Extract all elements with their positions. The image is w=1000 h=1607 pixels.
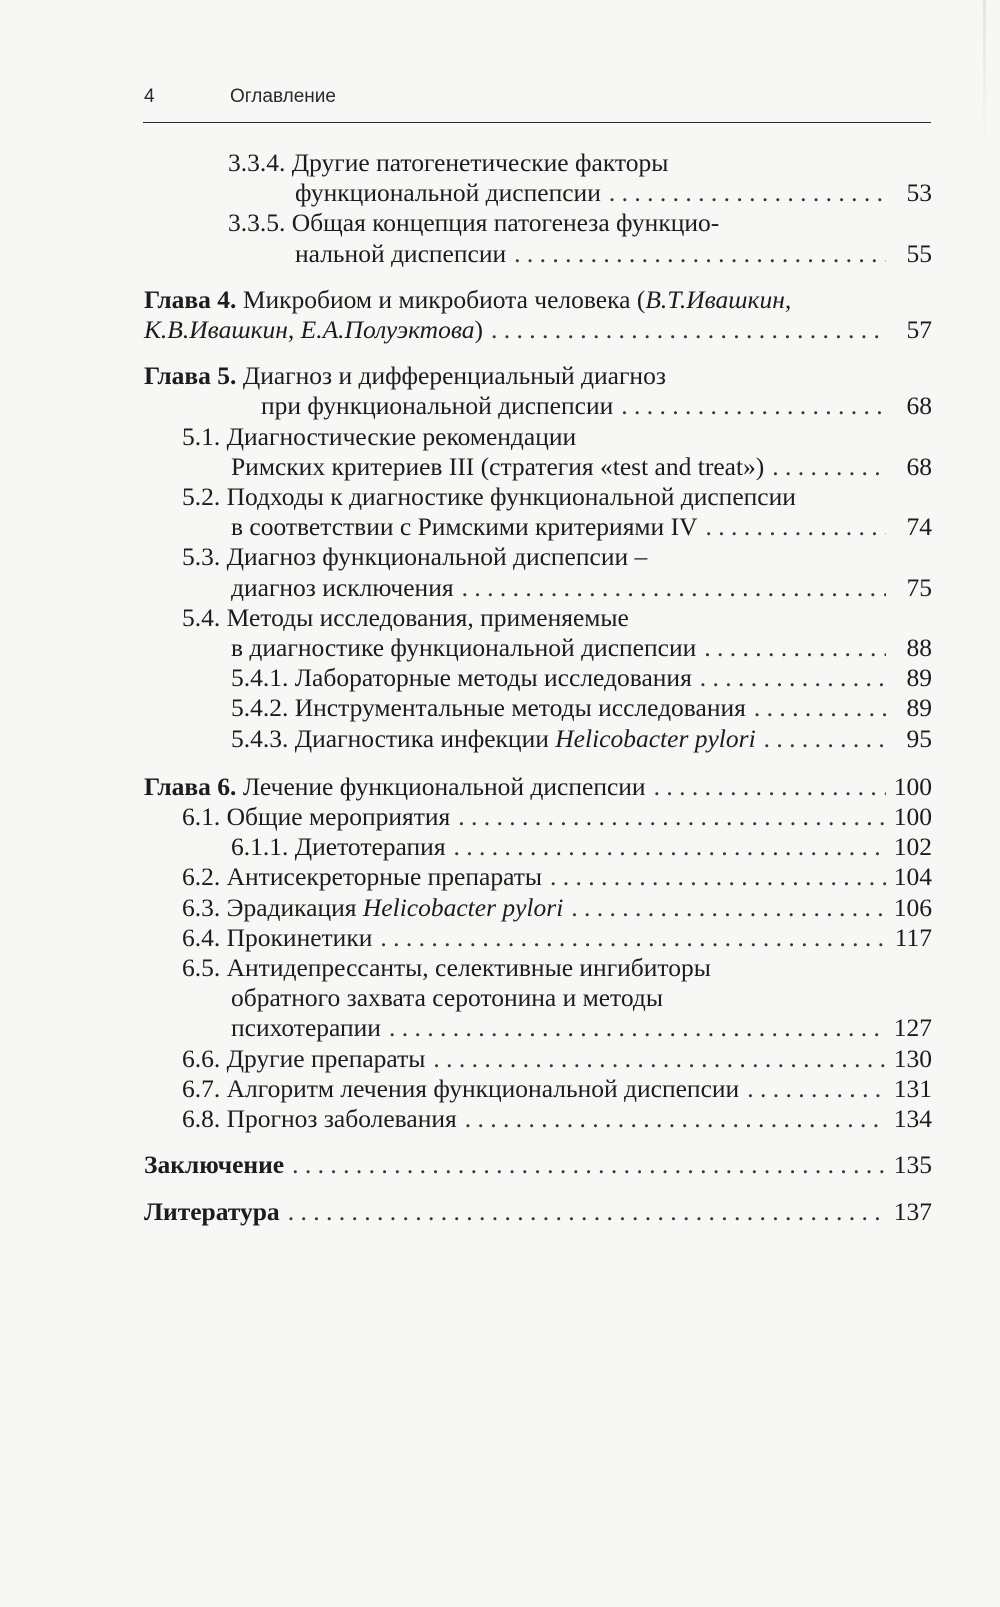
page-ref: 68 bbox=[906, 451, 932, 481]
page-number: 4 bbox=[144, 86, 155, 107]
page-ref: 102 bbox=[893, 832, 932, 862]
page-ref: 95 bbox=[906, 723, 932, 753]
entry-number: 6.7. bbox=[182, 1073, 221, 1103]
entry-number: 6.4. bbox=[182, 922, 221, 952]
entry-title-cont: в диагностике функциональной диспепсии bbox=[231, 633, 697, 663]
toc-entry-5-2[interactable] bbox=[144, 482, 932, 542]
dot-leader bbox=[462, 573, 886, 603]
entry-title-cont: функциональной диспепсии bbox=[295, 178, 601, 208]
entry-title: Диагностические рекомендации bbox=[226, 421, 577, 451]
toc-conclusion[interactable] bbox=[144, 1150, 932, 1180]
chapter-authors-cont: К.В.Ивашкин, Е.А.Полуэктова bbox=[144, 315, 475, 345]
table-of-contents bbox=[144, 148, 932, 1227]
chapter-title-close: ) bbox=[474, 315, 483, 345]
entry-title: Эрадикация bbox=[226, 892, 357, 922]
chapter-title: Диагноз и дифференциальный диагноз bbox=[242, 361, 666, 391]
chapter-title-cont: при функциональной диспепсии bbox=[261, 391, 614, 421]
dot-leader bbox=[389, 1013, 886, 1043]
page-ref: 53 bbox=[906, 178, 932, 208]
chapter-title: Лечение функциональной диспепсии bbox=[242, 771, 646, 801]
entry-number: 6.2. bbox=[182, 862, 221, 892]
dot-leader bbox=[458, 802, 886, 832]
dot-leader bbox=[654, 772, 886, 802]
entry-title: Методы исследования, применяемые bbox=[226, 602, 629, 632]
page-ref: 117 bbox=[894, 922, 932, 952]
dot-leader bbox=[288, 1197, 886, 1227]
page-ref: 55 bbox=[906, 238, 932, 268]
page-ref: 106 bbox=[893, 892, 932, 922]
dot-leader bbox=[609, 178, 886, 208]
entry-title-italic: Helicobacter pylori bbox=[362, 892, 564, 922]
toc-entry-5-1[interactable] bbox=[144, 422, 932, 482]
page-ref: 89 bbox=[906, 693, 932, 723]
dot-leader bbox=[571, 893, 886, 923]
toc-entry-6-1-1[interactable] bbox=[144, 832, 932, 862]
page-ref: 68 bbox=[906, 391, 932, 421]
entry-number: 5.2. bbox=[182, 482, 221, 512]
toc-entry-5-4-3[interactable] bbox=[144, 724, 932, 754]
section-title: Литература bbox=[144, 1196, 280, 1226]
page-ref: 100 bbox=[893, 802, 932, 832]
chapter-label: Глава 5. bbox=[144, 361, 237, 391]
toc-entry-5-4-1[interactable] bbox=[144, 663, 932, 693]
entry-number: 5.4.2. bbox=[231, 693, 289, 723]
dot-leader bbox=[705, 512, 886, 542]
entry-title: Лабораторные методы исследования bbox=[294, 663, 692, 693]
page-ref: 100 bbox=[893, 771, 932, 801]
page-ref: 131 bbox=[893, 1073, 932, 1103]
dot-leader bbox=[380, 923, 886, 953]
entry-title-cont: Римских критериев III (стратегия «test and treat») bbox=[231, 451, 765, 481]
page-ref: 75 bbox=[906, 572, 932, 602]
entry-number: 6.5. bbox=[182, 953, 221, 983]
toc-entry-3-3-4[interactable] bbox=[144, 148, 932, 208]
entry-title: Антидепрессанты, селективные ингибиторы bbox=[226, 953, 711, 983]
entry-number: 5.4.3. bbox=[231, 723, 289, 753]
section-title: Заключение bbox=[144, 1150, 285, 1180]
dot-leader bbox=[433, 1044, 886, 1074]
chapter-label: Глава 6. bbox=[144, 771, 237, 801]
dot-leader bbox=[550, 862, 886, 892]
toc-entry-5-4-2[interactable] bbox=[144, 693, 932, 723]
toc-entry-6-7[interactable] bbox=[144, 1074, 932, 1104]
entry-title-cont: обратного захвата серотонина и методы bbox=[231, 983, 663, 1013]
entry-title-cont: в соответствии с Римскими критериями IV bbox=[231, 512, 698, 542]
entry-number: 5.4.1. bbox=[231, 663, 289, 693]
toc-entry-6-2[interactable] bbox=[144, 862, 932, 892]
toc-literature[interactable] bbox=[144, 1197, 932, 1227]
toc-entry-5-3[interactable] bbox=[144, 542, 932, 602]
entry-title: Другие патогенетические факторы bbox=[291, 148, 669, 177]
entry-number: 6.3. bbox=[182, 892, 221, 922]
entry-title: Другие препараты bbox=[226, 1043, 426, 1073]
toc-chapter-4[interactable] bbox=[144, 285, 932, 345]
entry-number: 5.1. bbox=[182, 421, 221, 451]
toc-chapter-6[interactable] bbox=[144, 772, 932, 802]
dot-leader bbox=[621, 391, 886, 421]
entry-title: Инструментальные методы исследования bbox=[294, 693, 746, 723]
page-ref: 134 bbox=[893, 1104, 932, 1134]
running-title: Оглавление bbox=[230, 86, 336, 107]
page-ref: 104 bbox=[893, 862, 932, 892]
page-ref: 89 bbox=[906, 663, 932, 693]
page-ref: 74 bbox=[906, 512, 932, 542]
toc-entry-6-5[interactable] bbox=[144, 953, 932, 1044]
dot-leader bbox=[454, 832, 886, 862]
entry-title: Подходы к диагностике функциональной диспепсии bbox=[226, 482, 796, 512]
entry-title-cont: диагноз исключения bbox=[231, 572, 454, 602]
toc-chapter-5[interactable] bbox=[144, 361, 932, 421]
entry-number: 3.3.4. bbox=[228, 148, 286, 177]
entry-number: 6.8. bbox=[182, 1104, 221, 1134]
toc-entry-5-4[interactable] bbox=[144, 603, 932, 663]
toc-entry-6-4[interactable] bbox=[144, 923, 932, 953]
dot-leader bbox=[764, 724, 886, 754]
dot-leader bbox=[772, 452, 886, 482]
page-ref: 135 bbox=[893, 1150, 932, 1180]
chapter-label: Глава 4. bbox=[144, 284, 237, 314]
entry-title: Прокинетики bbox=[226, 922, 373, 952]
spacer bbox=[144, 345, 932, 361]
toc-entry-6-1[interactable] bbox=[144, 802, 932, 832]
toc-entry-6-3[interactable] bbox=[144, 893, 932, 923]
spacer bbox=[144, 1181, 932, 1197]
chapter-title: Микробиом и микробиота человека ( bbox=[242, 284, 646, 314]
chapter-authors: В.Т.Ивашкин, bbox=[645, 284, 792, 314]
entry-title: Прогноз заболевания bbox=[226, 1104, 457, 1134]
dot-leader bbox=[465, 1104, 886, 1134]
dot-leader bbox=[491, 315, 886, 345]
page-ref: 88 bbox=[906, 633, 932, 663]
entry-title: Алгоритм лечения функциональной диспепсии bbox=[226, 1073, 740, 1103]
entry-number: 6.1. bbox=[182, 802, 221, 832]
dot-leader bbox=[754, 693, 886, 723]
entry-title: Общие мероприятия bbox=[226, 802, 451, 832]
page-ref: 127 bbox=[893, 1013, 932, 1043]
entry-number: 5.4. bbox=[182, 602, 221, 632]
toc-entry-6-6[interactable] bbox=[144, 1044, 932, 1074]
entry-title: Диагностика инфекции bbox=[294, 723, 549, 753]
page-ref: 137 bbox=[893, 1196, 932, 1226]
entry-title: Антисекреторные препараты bbox=[226, 862, 543, 892]
dot-leader bbox=[747, 1074, 886, 1104]
entry-title: Общая концепция патогенеза функцио- bbox=[291, 208, 720, 238]
entry-number: 5.3. bbox=[182, 542, 221, 572]
page-edge-shadow bbox=[983, 0, 986, 150]
running-head bbox=[144, 86, 930, 108]
page-ref: 57 bbox=[906, 315, 932, 345]
spacer bbox=[144, 269, 932, 285]
dot-leader bbox=[292, 1150, 886, 1180]
dot-leader bbox=[514, 239, 886, 269]
entry-number: 6.1.1. bbox=[231, 832, 289, 862]
entry-title-cont: нальной диспепсии bbox=[295, 238, 507, 268]
entry-title: Диетотерапия bbox=[294, 832, 446, 862]
toc-entry-6-8[interactable] bbox=[144, 1104, 932, 1134]
page-ref: 130 bbox=[893, 1043, 932, 1073]
dot-leader bbox=[704, 633, 886, 663]
entry-title-cont: психотерапии bbox=[231, 1013, 381, 1043]
entry-number: 6.6. bbox=[182, 1043, 221, 1073]
spacer bbox=[144, 1134, 932, 1150]
entry-title-italic: Helicobacter pylori bbox=[555, 723, 756, 753]
entry-number: 3.3.5. bbox=[228, 208, 286, 238]
toc-entry-3-3-5[interactable] bbox=[144, 208, 932, 268]
header-rule bbox=[143, 122, 931, 123]
dot-leader bbox=[700, 663, 886, 693]
spacer bbox=[144, 754, 932, 772]
entry-title: Диагноз функциональной диспепсии – bbox=[226, 542, 648, 572]
